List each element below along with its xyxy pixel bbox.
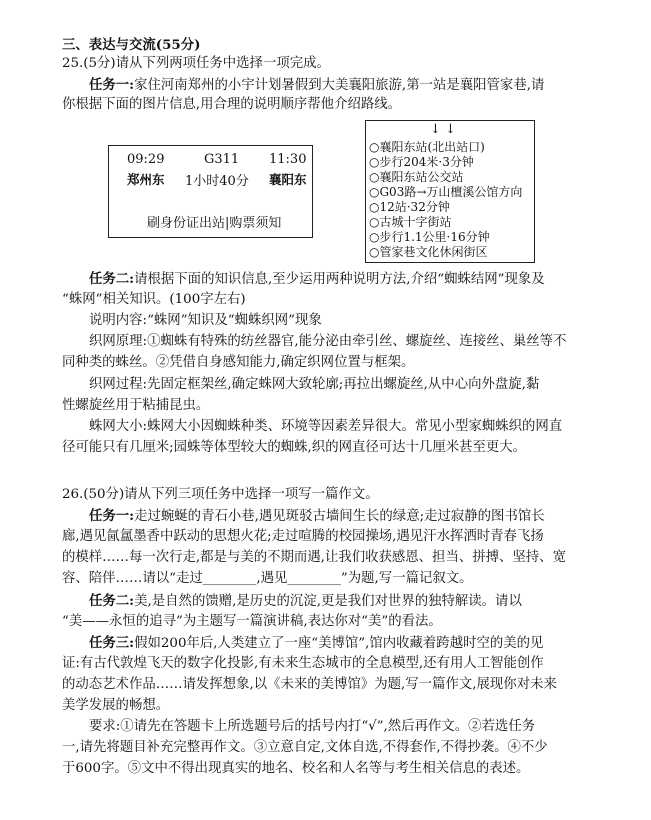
q25-task1-line2: 你根据下面的图片信息,用合理的说明顺序帮他介绍路线。 [62, 97, 402, 112]
route-box [365, 120, 535, 263]
q26-task2-text: 美,是自然的馈赠,是历史的沉淀,更是我们对世界的独特解读。请以 [134, 594, 522, 609]
q26-task1-line [89, 507, 545, 526]
q26-task2-line [89, 592, 522, 611]
train-ticket [108, 145, 313, 238]
q25-size-line2: 径可能只有几厘米;园蛛等体型较大的蜘蛛,织的网直径可达十几厘米甚至更大。 [62, 440, 527, 455]
route-step: ○步行1.1公里·16分钟 [369, 230, 490, 244]
route-step: ○步行204米·3分钟 [369, 155, 474, 169]
ticket-depart-time: 09:29 [127, 152, 165, 167]
q26-task3-line [89, 634, 543, 653]
q26-task1-label: 任务一: [89, 508, 135, 524]
q26-task3-line4: 美学发展的畅想。 [62, 698, 170, 713]
q25-size-line1: 蛛网大小:蛛网大小因蜘蛛种类、环境等因素差异很大。常见小型家蜘蛛织的网直 [89, 419, 563, 434]
q25-content-label: 说明内容:“蛛网”知识及“蜘蛛织网”现象 [89, 313, 322, 328]
ticket-from-station: 郑州东 [127, 172, 165, 187]
q26-task1-text: 走过蜿蜒的青石小巷,遇见斑驳古墙间生长的绿意;走过寂静的图书馆长 [134, 509, 545, 524]
q25-task2-label: 任务二: [89, 271, 135, 287]
q26-task3-label: 任务三: [89, 635, 135, 651]
q26-task1-line4: 容、陪伴……请以“走过________,遇见________”为题,写一篇记叙文。 [62, 571, 473, 586]
q26-task3-line2: 证:有古代敦煌飞天的数字化投影,有未来生态城市的全息模型,还有用人工智能创作 [62, 656, 544, 671]
q25-task2-text: 请根据下面的知识信息,至少运用两种说明方法,介绍“蜘蛛结网”现象及 [134, 272, 545, 287]
route-step: ○管家巷文化休闲街区 [369, 245, 488, 259]
route-step: ○12站·32分钟 [369, 200, 450, 214]
q26-task1-line2: 廊,遇见氤氲墨香中跃动的思想火花;走过喧腾的校园操场,遇见汗水挥洒时青春飞扬 [62, 529, 544, 544]
q26-header: 26.(50分)请从下列三项任务中选择一项写一篇作文。 [62, 487, 379, 502]
section-title: 三、表达与交流(55分) [62, 37, 201, 53]
down-arrows-icon: ↓ ↓ [430, 122, 456, 137]
q25-task1-label: 任务一: [89, 77, 135, 93]
route-step: ○襄阳东站公交站 [369, 170, 464, 184]
ticket-duration: 1小时40分 [185, 174, 249, 189]
route-step: ○襄阳东站(北出站口) [369, 140, 485, 154]
q26-task3-line3: 的动态艺术作品……请发挥想象,以《未来的美博馆》为题,写一篇作文,展现你对未来 [62, 677, 557, 692]
q25-principle-line2: 同种类的蛛丝。②凭借自身感知能力,确定织网位置与框架。 [62, 355, 415, 370]
q25-task2-line [89, 270, 545, 289]
route-step: ○G03路→万山檀溪公馆方向 [369, 185, 523, 199]
q25-principle-line1: 织网原理:①蜘蛛有特殊的纺丝器官,能分泌由牵引丝、螺旋丝、连接丝、巢丝等不 [89, 334, 567, 349]
q25-process-line2: 性螺旋丝用于粘捕昆虫。 [62, 398, 210, 413]
ticket-train-number: G311 [204, 152, 240, 167]
route-step: ○古城十字街站 [369, 215, 452, 229]
q25-task1-line [89, 76, 544, 95]
ticket-arrive-time: 11:30 [269, 152, 307, 167]
q26-task2-label: 任务二: [89, 593, 135, 609]
q25-process-line1: 织网过程:先固定框架丝,确定蛛网大致轮廓;再拉出螺旋丝,从中心向外盘旋,黏 [89, 377, 540, 392]
q25-header: 25.(5分)请从下列两项任务中选择一项完成。 [62, 56, 330, 71]
q26-task3-text: 假如200年后,人类建立了一座“美博馆”,馆内收藏着跨越时空的美的见 [134, 636, 544, 651]
q26-requirements-line1: 要求:①请先在答题卡上所选题号后的括号内打“√”,然后再作文。②若选任务 [89, 719, 536, 734]
q26-requirements-line3: 于600字。⑤文中不得出现真实的地名、校名和人名等与考生相关信息的表述。 [62, 761, 530, 776]
ticket-footer: 刷身份证出站|购票须知 [147, 216, 282, 231]
q26-requirements-line2: 一,请先将题目补充完整再作文。③立意自定,文体自选,不得套作,不得抄袭。④不少 [62, 740, 548, 755]
q25-task2-line2: “蛛网”相关知识。(100字左右) [62, 292, 246, 307]
q25-task1-text: 家住河南郑州的小宇计划暑假到大美襄阳旅游,第一站是襄阳管家巷,请 [134, 78, 545, 93]
q26-task2-line2: “美——永恒的追寻”为主题写一篇演讲稿,表达你对“美”的看法。 [62, 614, 442, 629]
q26-task1-line3: 的模样……每一次行走,都是与美的不期而遇,让我们收获感恩、担当、拼搏、坚持、宽 [62, 550, 566, 565]
ticket-to-station: 襄阳东 [269, 172, 307, 187]
